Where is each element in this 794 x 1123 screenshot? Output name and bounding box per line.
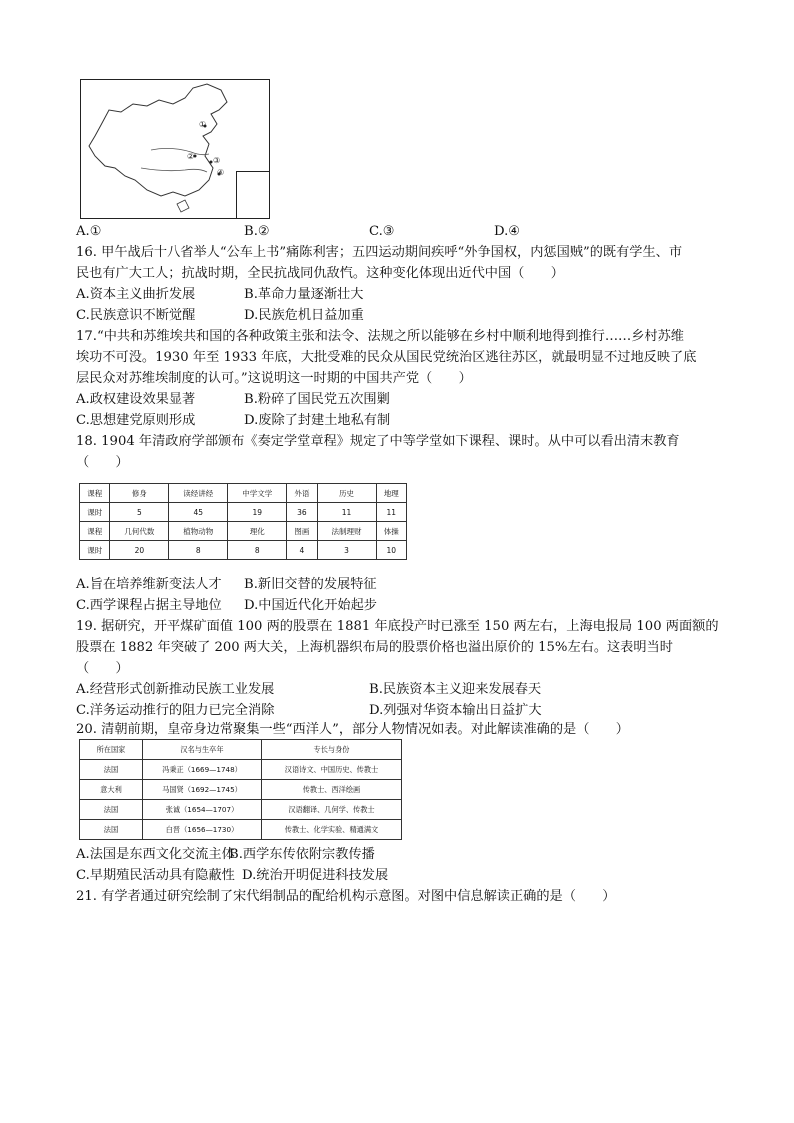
q16-option-c: C.民族意识不断觉醒 [76, 308, 196, 323]
q19-option-c: C.洋务运动推行的阻力已完全消除 [76, 703, 275, 718]
map-label-4: ④ [217, 168, 225, 177]
table-cell: 4 [287, 541, 317, 560]
q15-option-c: C.③ [369, 224, 395, 239]
table-row [80, 820, 402, 840]
q19-option-d: D.列强对华资本输出日益扩大 [369, 703, 542, 718]
table-cell: 中学文学 [228, 484, 287, 503]
table-cell: 5 [110, 503, 169, 522]
q18-option-a: A.旨在培养维新变法人才 [76, 577, 222, 592]
q20-stem-line-1: 20. 清朝前期，皇帝身边常聚集一些“西洋人”，部分人物情况如表。对此解读准确的是（ ） [76, 722, 629, 737]
table-row [80, 760, 402, 780]
table-cell: 所在国家 [80, 740, 143, 760]
table-cell: 冯秉正（1669—1748） [143, 760, 262, 780]
table-cell: 45 [169, 503, 228, 522]
table-cell: 19 [228, 503, 287, 522]
table-cell: 汉名与生卒年 [143, 740, 262, 760]
table-cell: 传教士、化学实验、精通满文 [262, 820, 402, 840]
table-cell: 汉语诗文、中国历史、传教士 [262, 760, 402, 780]
table-cell: 法国 [80, 760, 143, 780]
q19-option-b: B.民族资本主义迎来发展春天 [369, 682, 542, 697]
q16-stem-line-2: 民也有广大工人；抗战时期，全民抗战同仇敌忾。这种变化体现出近代中国（ ） [76, 266, 564, 281]
q18-stem-line-2: （ ） [76, 455, 129, 470]
q15-option-b: B.② [244, 224, 270, 239]
table-cell: 8 [228, 541, 287, 560]
q17-option-d: D.废除了封建土地私有制 [244, 413, 391, 428]
table-cell: 修身 [110, 484, 169, 503]
q20-missionary-table [79, 739, 402, 840]
table-row [80, 503, 407, 522]
q19-stem-line-1: 19. 据研究，开平煤矿面值 100 两的股票在 1881 年底投产时已涨至 150 两左右，上海电报局 100 两面额的 [76, 619, 719, 634]
south-sea-inset [236, 171, 269, 218]
table-cell: 植物动物 [169, 522, 228, 541]
table-cell: 法制理财 [317, 522, 376, 541]
q17-stem-line-2: 埃功不可没。1930 年至 1933 年底，大批受难的民众从国民党统治区逃往苏区，就最明显不过地反映了底 [76, 350, 697, 365]
q16-stem-line-1: 16. 甲午战后十八省举人“公车上书”痛陈利害；五四运动期间疾呼“外争国权，内惩国贼”的既有学生、市 [76, 245, 683, 260]
table-cell: 意大利 [80, 780, 143, 800]
table-cell: 张诚（1654—1707） [143, 800, 262, 820]
table-row [80, 780, 402, 800]
table-cell: 图画 [287, 522, 317, 541]
q20-option-a: A.法国是东西文化交流主体 [76, 847, 235, 862]
q16-option-d: D.民族危机日益加重 [244, 308, 364, 323]
table-cell: 传教士、西洋绘画 [262, 780, 402, 800]
table-row [80, 522, 407, 541]
q16-option-a: A.资本主义曲折发展 [76, 287, 196, 302]
table-cell: 历史 [317, 484, 376, 503]
q21-stem-line-1: 21. 有学者通过研究绘制了宋代绢制品的配给机构示意图。对图中信息解读正确的是（ ） [76, 889, 616, 904]
map-label-1: ① [199, 120, 207, 129]
table-cell: 理化 [228, 522, 287, 541]
q18-stem-line-1: 18. 1904 年清政府学部颁布《奏定学堂章程》规定了中等学堂如下课程、课时。从中可以看出清末教育 [76, 434, 680, 449]
q20-option-d: D.统治开明促进科技发展 [242, 868, 389, 883]
q17-option-c: C.思想建党原则形成 [76, 413, 196, 428]
q18-option-d: D.中国近代化开始起步 [244, 598, 377, 613]
map-label-3: ③ [213, 156, 221, 165]
table-cell: 8 [169, 541, 228, 560]
table-cell: 外语 [287, 484, 317, 503]
table-cell: 体操 [376, 522, 407, 541]
table-cell: 白晋（1656—1730） [143, 820, 262, 840]
q17-option-b: B.粉碎了国民党五次围剿 [244, 392, 390, 407]
q19-option-a: A.经营形式创新推动民族工业发展 [76, 682, 275, 697]
table-cell: 地理 [376, 484, 407, 503]
q15-option-d: D.④ [494, 224, 521, 239]
table-cell: 课时 [80, 503, 110, 522]
q19-stem-line-3: （ ） [76, 661, 129, 676]
table-cell: 几何代数 [110, 522, 169, 541]
table-cell: 11 [376, 503, 407, 522]
table-cell: 课程 [80, 484, 110, 503]
table-cell: 汉语翻译、几何学、传教士 [262, 800, 402, 820]
table-cell: 20 [110, 541, 169, 560]
q18-option-b: B.新旧交替的发展特征 [244, 577, 377, 592]
table-cell: 法国 [80, 800, 143, 820]
q16-option-b: B.革命力量逐渐壮大 [244, 287, 364, 302]
table-cell: 36 [287, 503, 317, 522]
q17-stem-line-3: 层民众对苏维埃制度的认可。”这说明这一时期的中国共产党（ ） [76, 371, 472, 386]
q20-option-c: C.早期殖民活动具有隐蔽性 [76, 868, 235, 883]
q19-stem-line-2: 股票在 1882 年突破了 200 两大关，上海机器织布局的股票价格也溢出原价的 15%左右。这表明当时 [76, 640, 673, 655]
table-row [80, 800, 402, 820]
q20-option-b: B.西学东传依附宗教传播 [229, 847, 375, 862]
table-cell: 10 [376, 541, 407, 560]
q17-option-a: A.政权建设效果显著 [76, 392, 196, 407]
q17-stem-line-1: 17.“中共和苏维埃共和国的各种政策主张和法令、法规之所以能够在乡村中顺利地得到推行……乡村苏维 [76, 329, 684, 344]
table-cell: 专长与身份 [262, 740, 402, 760]
table-cell: 课程 [80, 522, 110, 541]
table-cell: 马国贤（1692—1745） [143, 780, 262, 800]
table-cell: 读经讲经 [169, 484, 228, 503]
q18-option-c: C.西学课程占据主导地位 [76, 598, 222, 613]
table-row [80, 484, 407, 503]
table-cell: 课时 [80, 541, 110, 560]
china-map-figure [80, 79, 270, 219]
table-row [80, 740, 402, 760]
table-row [80, 541, 407, 560]
q18-curriculum-table [79, 483, 407, 560]
table-cell: 3 [317, 541, 376, 560]
table-cell: 11 [317, 503, 376, 522]
table-cell: 法国 [80, 820, 143, 840]
q15-option-a: A.① [76, 224, 102, 239]
map-label-2: ② [187, 152, 195, 161]
